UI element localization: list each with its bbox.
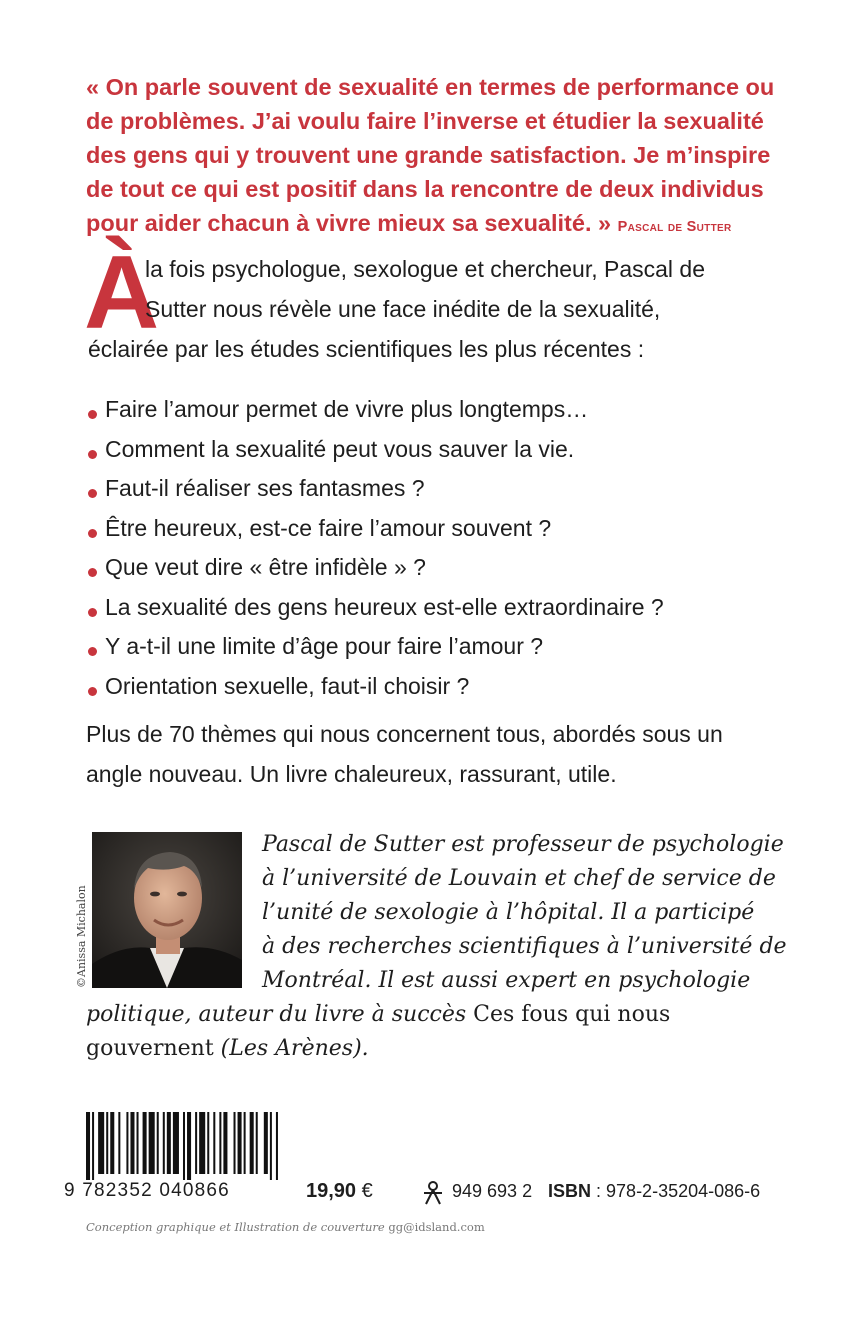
price-currency: € [361,1180,373,1202]
bio-line-1: Pascal de Sutter est professeur de psychologie [262,832,784,857]
bullet-icon [88,608,97,617]
publisher: (Les Arènes). [220,1036,369,1061]
barcode-bar [250,1112,254,1174]
barcode-bar [86,1112,90,1180]
bio-line-2: à l’université de Louvain et chef de service de [262,866,776,891]
list-item: Orientation sexuelle, faut-il choisir ? [88,667,664,707]
intro-line-3: éclairée par les études scientifiques les plus récentes : [88,336,645,362]
barcode-bar [167,1112,171,1174]
barcode-bar [137,1112,139,1174]
bio-line-3: l’unité de sexologie à l’hôpital. Il a participé [262,900,755,925]
publisher-logo-icon [420,1180,446,1206]
author-portrait-icon [92,832,242,988]
bullet-icon [88,687,97,696]
bullet-icon [88,529,97,538]
book-title-end: gouvernent [86,1036,214,1061]
barcode-bar [256,1112,258,1174]
isbn-value: : 978-2-35204-086-6 [596,1181,761,1201]
barcode-bar [276,1112,278,1180]
question-list [88,390,664,706]
barcode-bar [187,1112,191,1180]
barcode-bar [183,1112,185,1180]
author-photo [92,832,242,988]
barcode-bar [92,1112,94,1180]
list-item: Faut-il réaliser ses fantasmes ? [88,469,664,509]
design-credit: Conception graphique et Illustration de couverture gg@idsland.com [86,1220,485,1234]
back-cover-quote [86,70,776,244]
barcode-bar [98,1112,104,1174]
barcode-bar [264,1112,268,1174]
barcode-bar [130,1112,134,1174]
bio-line-7 [86,1032,369,1066]
bullet-icon [88,450,97,459]
photo-credit: ©Anissa Michalon [75,885,88,988]
list-item: Faire l’amour permet de vivre plus longtemps… [88,390,664,430]
list-item: La sexualité des gens heureux est-elle extraordinaire ? [88,588,664,628]
design-credit-email: gg@idsland.com [388,1220,485,1234]
bullet-icon [88,410,97,419]
bio-line-6: politique, auteur du livre à succès Ces fous qui nous [86,1002,671,1027]
quote-text: « On parle souvent de sexualité en termes de performance ou de problèmes. J’ai voulu faire l’inverse et étudier la sexualité des gens qui y trouvent une grande satisfaction. Je m’inspire de tout ce qui est positif dans la rencontre de deux individus pour aider chacun à vivre mieux sa sexualité. » [86,74,775,236]
list-item: Que veut dire « être infidèle » ? [88,548,664,588]
barcode-bar [195,1112,197,1174]
barcode-bar [106,1112,108,1174]
barcode-bar [238,1112,242,1174]
isbn-label: ISBN [548,1181,592,1201]
barcode-bar [219,1112,221,1174]
barcode-digits: 9 782352 040866 [64,1180,230,1201]
book-title: Ces fous qui nous [473,1002,671,1027]
list-item: Être heureux, est-ce faire l’amour souvent ? [88,509,664,549]
barcode-bar [234,1112,236,1174]
barcode-bar [110,1112,114,1174]
barcode-bar [149,1112,155,1174]
bullet-icon [88,647,97,656]
barcode-bar [207,1112,209,1174]
list-item: Comment la sexualité peut vous sauver la vie. [88,430,664,470]
quote-author: Pascal de Sutter [617,219,732,235]
price [306,1180,373,1203]
intro-line-2: Sutter nous révèle une face inédite de la sexualité, [145,296,661,322]
isbn [548,1181,760,1202]
intro-line-1: la fois psychologue, sexologue et chercheur, Pascal de [145,256,706,282]
barcode-bar [118,1112,120,1174]
drop-cap-letter: À [84,235,160,351]
barcode-bar [199,1112,205,1174]
barcode [86,1112,282,1180]
barcode-bar [173,1112,179,1174]
barcode-bar [244,1112,246,1174]
bullet-icon [88,568,97,577]
barcode-bar [223,1112,227,1174]
bullet-icon [88,489,97,498]
barcode-bar [143,1112,147,1174]
bio-line-4: à des recherches scientifiques à l’université de [262,934,787,959]
bio-line-5: Montréal. Il est aussi expert en psychologie [262,968,751,993]
barcode-bar [270,1112,272,1180]
barcode-bar [157,1112,159,1174]
price-amount: 19,90 [306,1180,357,1202]
barcode-bar [163,1112,165,1174]
barcode-bar [126,1112,128,1174]
list-item: Y a-t-il une limite d’âge pour faire l’amour ? [88,627,664,667]
barcode-bar [213,1112,215,1174]
themes-paragraph: Plus de 70 thèmes qui nous concernent tous, abordés sous un angle nouveau. Un livre chaleureux, rassurant, utile. [86,721,723,787]
edition-code: 949 693 2 [452,1181,533,1201]
